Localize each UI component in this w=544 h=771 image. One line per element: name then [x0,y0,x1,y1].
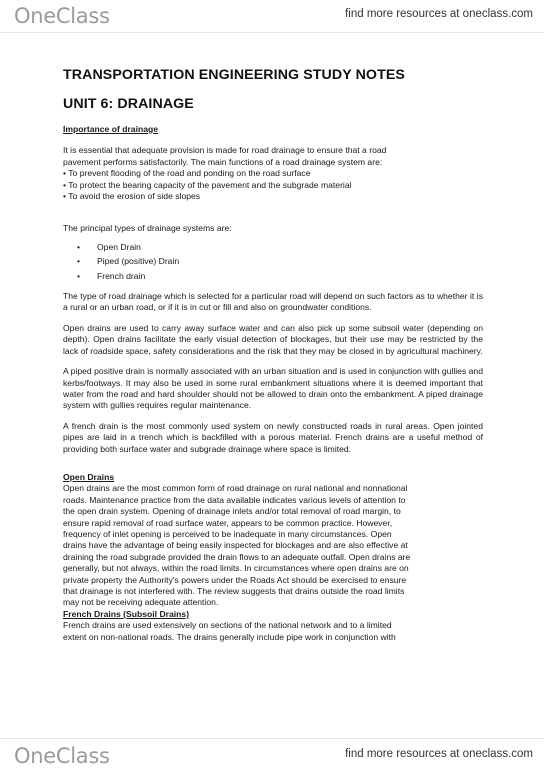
text-line: frequency of inlet opening is perceived to be inadequate in many circumstances. Open [63,528,392,539]
text-line: generally, but not always, within the road limits. In circumstances where open drains are on [63,563,409,574]
open-drains-text [63,483,483,608]
text-line: • To protect the bearing capacity of the pavement and the subgrade material [63,179,352,190]
text-line: French drains are used extensively on sections of the national network and to a limited [63,620,392,631]
text-line: • To prevent flooding of the road and ponding on the road surface [63,168,311,179]
text-line: roads. Maintenance practice from the data available indicates various levels of attention to [63,494,406,505]
text-line: • To avoid the erosion of side slopes [63,191,201,202]
french-drains-heading: French Drains (Subsoil Drains) [63,608,190,619]
oneclass-logo[interactable]: OneClass [14,4,110,28]
page-footer [0,738,544,771]
document-title: TRANSPORTATION ENGINEERING STUDY NOTES [63,67,405,83]
text-line: that drainage is not interfered with. The review suggests that drains outside the road limits [63,586,405,596]
french-drain-paragraph: A french drain is the most commonly used system on newly constructed roads in rural areas. Open jointed pipes are laid in a trench which is backfilled with a porous material. French drains are a useful method of providing both surface water and subgrade drainage where space is limited. [63,420,483,454]
drainage-types-list [63,242,483,282]
list-item: • Piped (positive) Drain [77,256,483,267]
types-intro: The principal types of drainage systems are: [63,223,232,234]
text-line: drains have the advantage of being easily inspected for blockages and are also effective at [63,540,408,551]
text-line: draining the road subgrade provided the drain flows to an adequate outfall. Open drains are [63,551,411,562]
text-line: private property the Authority's powers under the Roads Act should be exercised to ensure [63,574,407,585]
text-line: It is essential that adequate provision is made for road drainage to ensure that a road [63,145,387,156]
selection-paragraph: The type of road drainage which is selected for a particular road will depend on such factors as to whether it is a rural or an urban road, or if it is in cut or fill and also on groundwater conditions. [63,291,483,313]
importance-text [63,145,483,202]
unit-heading: UNIT 6: DRAINAGE [63,96,194,112]
text-line: the open drain system. Opening of drainage inlets and/or total removal of road margin, to [63,506,401,517]
piped-drain-paragraph: A piped positive drain is normally associated with an urban situation and is used in conjunction with gullies and kerbs/footways. It may also be used in some rural embankment situations where it is deemed important that water from the road and hard shoulder should not be allowed to drain onto the embankment. A piped drainage system with gullies requires regular maintenance. [63,366,483,411]
text-line: extent on non-national roads. The drains generally include pipe work in conjunction with [63,631,396,642]
resources-link[interactable]: find more resources at oneclass.com [345,8,533,20]
resources-link[interactable]: find more resources at oneclass.com [345,748,533,760]
list-item: • French drain [77,271,483,282]
text-line: may not be receiving adequate attention. [63,597,219,608]
open-drains-heading: Open Drains [63,471,115,482]
french-drains-text [63,620,483,643]
page-header [0,0,544,33]
text-line: Open drains are the most common form of road drainage on rural national and nonnational [63,483,408,494]
text-line: ensure rapid removal of road surface water, appears to be common practice. However, [63,517,393,528]
list-item: • Open Drain [77,242,483,253]
oneclass-logo[interactable]: OneClass [14,744,110,768]
open-drain-paragraph: Open drains are used to carry away surface water and can also pick up some subsoil water (depending on depth). Open drains facilitate the early visual detection of blockages, but their use may be restricted by the lack of roadside space, safety considerations and the risk that they may be closed in by agricultural machinery. [63,322,483,356]
document-body [63,66,483,643]
importance-heading: Importance of drainage [63,124,159,134]
text-line: pavement performs satisfactorily. The main functions of a road drainage system are: [63,156,383,167]
